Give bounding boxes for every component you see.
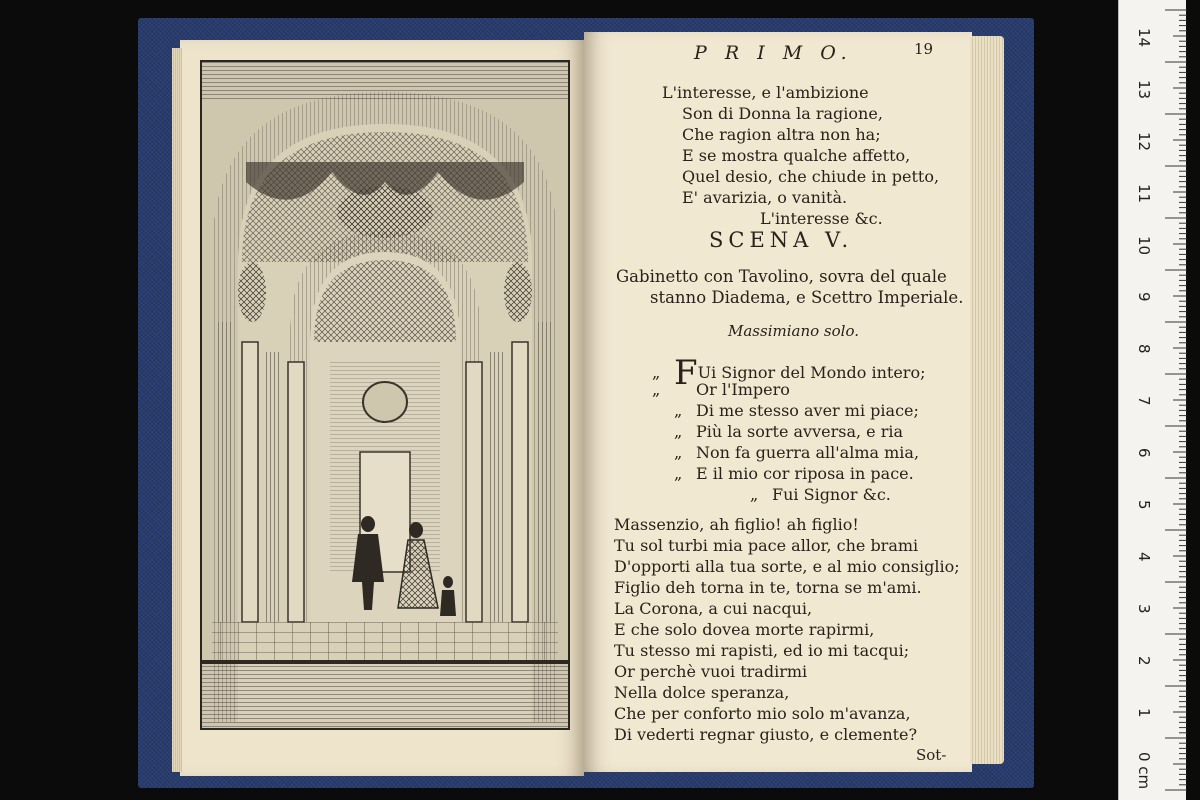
recitative-line: D'opporti alla tua sorte, e al mio consiglio; [614,557,960,576]
verse-line: L'interesse, e l'ambizione [662,83,869,102]
page-edges-right [970,36,1004,764]
ruler-mark: 9 [1135,292,1153,302]
drop-cap: F [674,353,698,393]
ruler-unit: 0 cm [1135,752,1153,790]
ruler-mark: 12 [1135,132,1153,152]
recitative-line: E che solo dovea morte rapirmi, [614,620,875,639]
stage-direction-line: stanno Diadema, e Scettro Imperiale. [650,288,964,307]
recitative-line: Che per conforto mio solo m'avanza, [614,704,911,723]
ruler-mark: 5 [1135,500,1153,510]
catchword: Sot- [916,746,947,764]
aria-line: „ Più la sorte avversa, e ria [674,422,904,441]
right-page [584,32,972,772]
scene-heading: SCENA V. [709,228,854,252]
recitative-line: Tu sol turbi mia pace allor, che brami [614,536,919,555]
recitative-line: Nella dolce speranza, [614,683,790,702]
recitative-line: Massenzio, ah figlio! ah figlio! [614,515,859,534]
aria-line: „ Or l'Impero [652,380,790,399]
aria-line: „ Di me stesso aver mi piace; [674,401,919,420]
ruler-mark: 10 [1135,236,1153,256]
verse-line: Che ragion altra non ha; [682,125,881,144]
ruler-ticks [1119,0,1187,800]
ruler-mark: 2 [1135,656,1153,666]
aria-line: „ Non fa guerra all'alma mia, [674,443,920,462]
stage-set-illustration [202,62,568,728]
ruler-mark: 3 [1135,604,1153,614]
verse-line: Son di Donna la ragione, [682,104,883,123]
measuring-ruler [1118,0,1186,800]
recitative-line: Tu stesso mi rapisti, ed io mi tacqui; [614,641,910,660]
ruler-mark: 6 [1135,448,1153,458]
aria-line: „ E il mio cor riposa in pace. [674,464,914,483]
verse-line: Quel desio, che chiude in petto, [682,167,940,186]
verse-line: E se mostra qualche affetto, [682,146,911,165]
recitative-line: Or perchè vuoi tradirmi [614,662,808,681]
recitative-line: Di vederti regnar giusto, e clemente? [614,725,918,744]
page-number: 19 [914,40,934,58]
ruler-mark: 8 [1135,344,1153,354]
aria-line: „ FUi Signor del Mondo intero; [652,353,926,393]
stage-direction-line: Gabinetto con Tavolino, sovra del quale [616,267,947,286]
aria-refrain: „ Fui Signor &c. [750,485,891,504]
verse-refrain: L'interesse &c. [760,209,883,228]
ruler-mark: 1 [1135,708,1153,718]
ruler-mark: 7 [1135,396,1153,406]
verse-line: E' avarizia, o vanità. [682,188,848,207]
ruler-mark: 4 [1135,552,1153,562]
left-page [180,40,584,776]
ruler-mark: 13 [1135,80,1153,100]
running-head: P R I M O. [694,42,853,64]
engraving-plate [200,60,570,730]
recitative-line: Figlio deh torna in te, torna se m'ami. [614,578,922,597]
page-edges-left [172,48,182,772]
recitative-line: La Corona, a cui nacqui, [614,599,813,618]
quote-mark: „ [652,363,661,382]
ruler-mark: 14 [1135,28,1153,48]
ruler-mark: 11 [1135,184,1153,204]
speaker-name: Massimiano solo. [728,322,859,340]
